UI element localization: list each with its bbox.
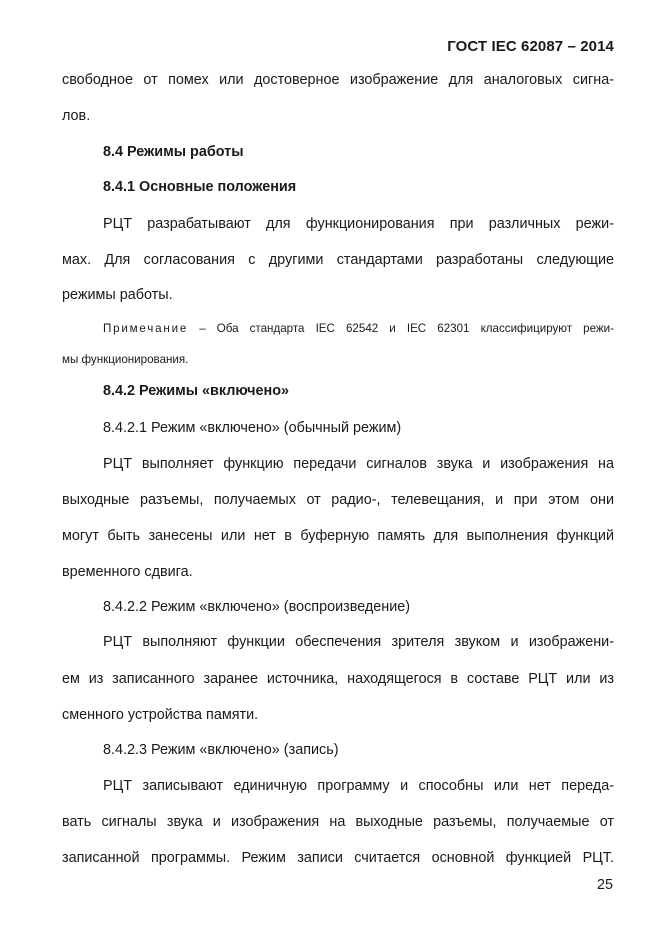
subsection-heading: 8.4.1 Основные положения	[103, 179, 297, 195]
text-line: вать сигналы звука и изображения на выходные разъемы, получаемые от	[62, 814, 614, 830]
text-line: могут быть занесены или нет в буферную память для выполнения функций	[62, 528, 614, 544]
section-heading: 8.4 Режимы работы	[103, 144, 244, 160]
subsection-heading: 8.4.2 Режимы «включено»	[103, 383, 289, 399]
note-label: Примечание	[103, 322, 189, 335]
text-line: сменного устройства памяти.	[62, 707, 259, 723]
text-line: РЦТ выполняют функции обеспечения зрителя звуком и изображени-	[103, 634, 614, 650]
text-line: временного сдвига.	[62, 564, 193, 580]
text-line: РЦТ разрабатывают для функционирования при различных режи-	[103, 216, 614, 232]
text-line: записанной программы. Режим записи считается основной функцией РЦТ.	[62, 850, 614, 866]
subsubsection-heading: 8.4.2.1 Режим «включено» (обычный режим)	[103, 420, 402, 436]
page-number: 25	[596, 877, 613, 893]
text-line: РЦТ выполняет функцию передачи сигналов звука и изображения на	[103, 456, 614, 472]
text-line: выходные разъемы, получаемых от радио-, телевещания, и при этом они	[62, 492, 614, 508]
note-line	[103, 319, 614, 339]
text-line: ем из записанного заранее источника, находящегося в составе РЦТ или из	[62, 671, 614, 687]
note-line: мы функционирования.	[62, 353, 189, 366]
subsubsection-heading: 8.4.2.2 Режим «включено» (воспроизведение)	[103, 599, 411, 615]
text-line: свободное от помех или достоверное изображение для аналоговых сигна-	[62, 72, 614, 88]
note-text: – Оба стандарта IEC 62542 и IEC 62301 классифицируют режи-	[188, 322, 614, 335]
text-line: РЦТ записывают единичную программу и способны или нет переда-	[103, 778, 614, 794]
document-header: ГОСТ IEC 62087 – 2014	[447, 38, 614, 55]
text-line: лов.	[62, 108, 91, 124]
text-line: режимы работы.	[62, 287, 173, 303]
text-line: мах. Для согласования с другими стандартами разработаны следующие	[62, 252, 614, 268]
subsubsection-heading: 8.4.2.3 Режим «включено» (запись)	[103, 742, 339, 758]
